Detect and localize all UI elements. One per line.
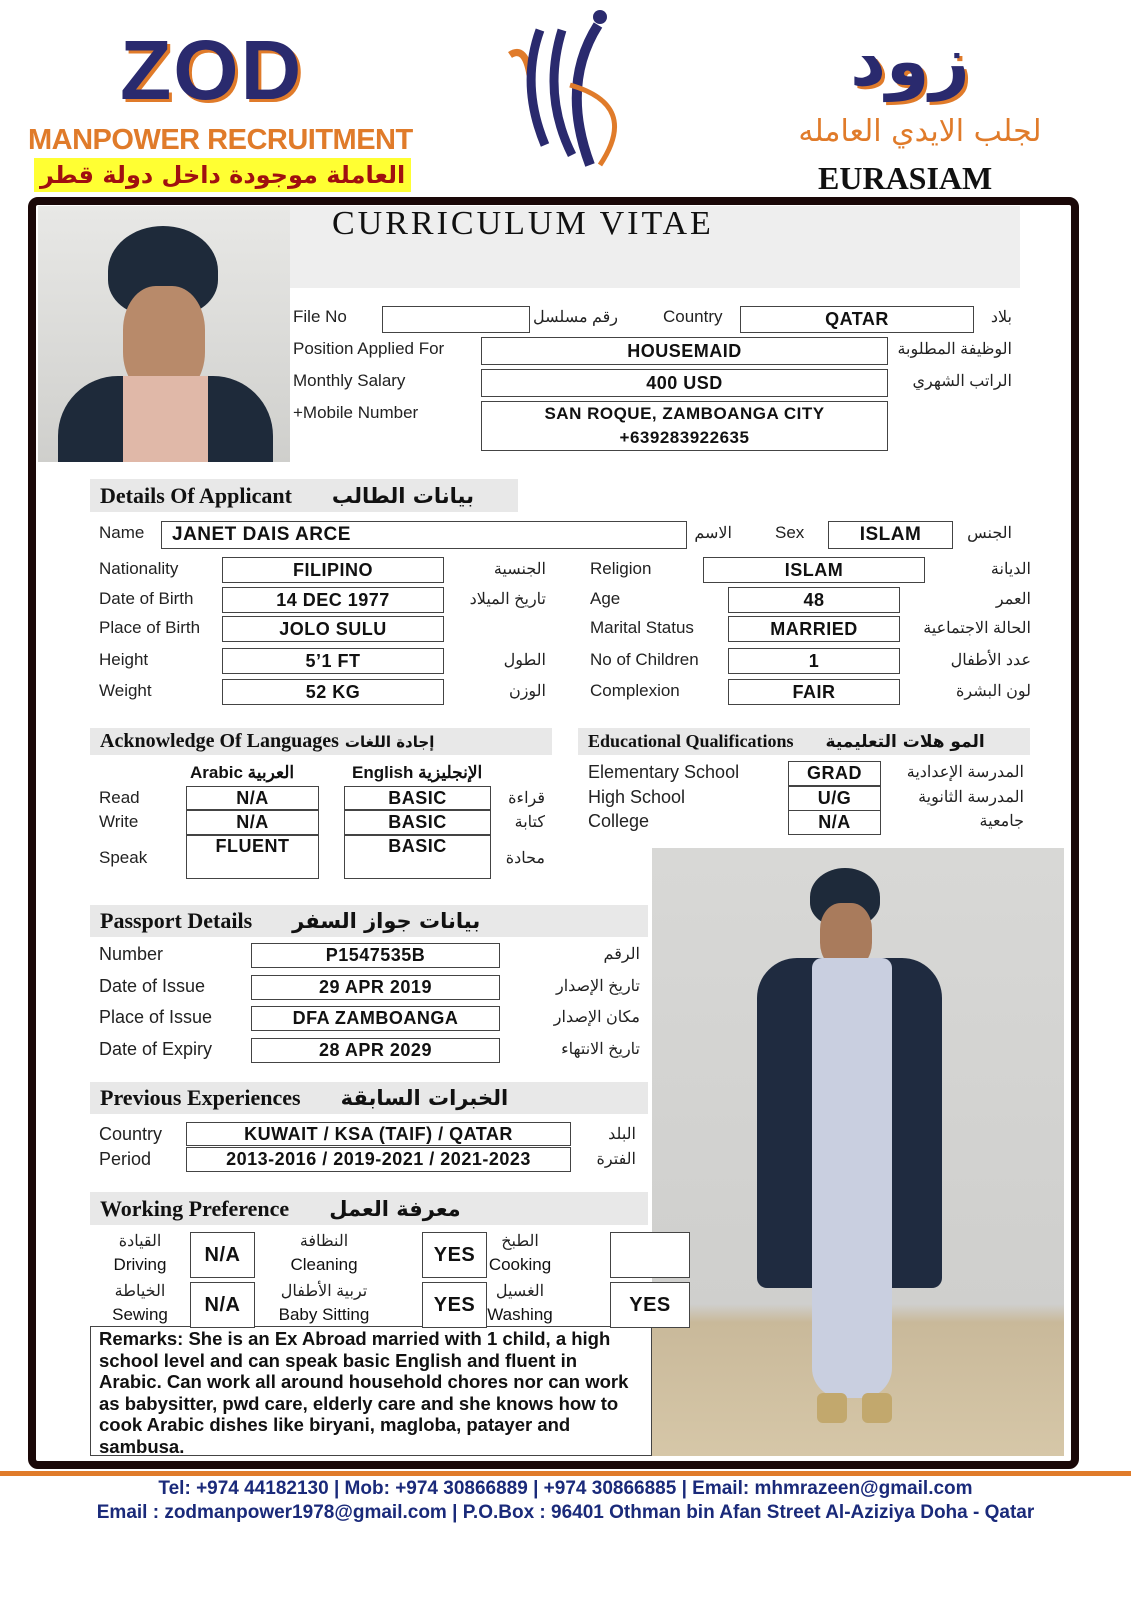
sex-label: Sex xyxy=(775,523,805,542)
detail-field: 52 KG xyxy=(222,679,444,705)
arabic-level: FLUENT xyxy=(186,835,319,879)
work-item-value: YES xyxy=(610,1282,690,1328)
name-label: Name xyxy=(99,523,145,542)
footer-contact-line2: Email : zodmanpower1978@gmail.com | P.O.Box : 96401 Othman bin Afan Street Al-Aziziya Doha - Qatar xyxy=(96,1502,1035,1523)
exp-country-label: Country xyxy=(99,1124,163,1144)
detail-field: 5’1 FT xyxy=(222,648,444,674)
detail-arabic: الوزن xyxy=(508,683,546,700)
work-item-arabic: الغسيل xyxy=(495,1283,545,1300)
cv-title: CURRICULUM VITAE xyxy=(332,205,714,242)
work-item-value xyxy=(610,1232,690,1278)
work-item-value: YES xyxy=(422,1232,487,1278)
position-label: Position Applied For xyxy=(293,339,445,358)
language-arabic: قراءة xyxy=(508,790,545,807)
detail-field: FAIR xyxy=(728,679,900,705)
detail-field: MARRIED xyxy=(728,616,900,642)
country-label: Country xyxy=(663,307,723,326)
education-arabic: المدرسة الإعدادية xyxy=(906,764,1024,781)
work-item-value: N/A xyxy=(190,1282,255,1328)
full-body-photo xyxy=(652,848,1064,1456)
details-title: Details Of Applicant xyxy=(100,482,292,508)
exp-country-field: KUWAIT / KSA (TAIF) / QATAR xyxy=(186,1122,571,1146)
language-arabic: كتابة xyxy=(514,814,545,831)
education-value: N/A xyxy=(788,810,881,835)
english-level: BASIC xyxy=(344,786,491,810)
details-header xyxy=(90,479,518,512)
education-title-arabic: المو هلات التعليمية xyxy=(825,731,985,752)
detail-field: 1 xyxy=(728,648,900,674)
passport-label: Date of Expiry xyxy=(99,1039,213,1059)
sex-arabic: الجنس xyxy=(967,525,1012,542)
english-level: BASIC xyxy=(344,835,491,879)
position-field: HOUSEMAID xyxy=(481,337,888,365)
detail-label: Place of Birth xyxy=(99,618,201,637)
detail-label: No of Children xyxy=(590,650,699,669)
work-item-value: N/A xyxy=(190,1232,255,1278)
detail-field: 14 DEC 1977 xyxy=(222,587,444,613)
country-arabic: بلاد xyxy=(990,309,1012,326)
work-title-arabic: معرفة العمل xyxy=(329,1196,461,1221)
exp-period-field: 2013-2016 / 2019-2021 / 2021-2023 xyxy=(186,1147,571,1172)
footer-divider xyxy=(0,1471,1131,1476)
detail-arabic: العمر xyxy=(995,591,1031,608)
education-arabic: المدرسة الثانوية xyxy=(918,789,1024,806)
experience-title-arabic: الخبرات السابقة xyxy=(340,1086,509,1110)
work-item-label: Sewing xyxy=(112,1305,168,1324)
passport-label: Date of Issue xyxy=(99,976,206,996)
detail-arabic: الطول xyxy=(503,652,546,669)
language-label: Speak xyxy=(99,848,148,867)
detail-label: Religion xyxy=(590,559,652,578)
passport-header xyxy=(90,905,648,937)
education-arabic: جامعية xyxy=(979,813,1024,830)
languages-header xyxy=(90,728,552,755)
zod-arabic-logo: زود xyxy=(850,20,970,102)
mobile-number: +639283922635 xyxy=(619,428,750,447)
english-level: BASIC xyxy=(344,810,491,835)
detail-arabic: عدد الأطفال xyxy=(950,652,1031,669)
work-item-label: Washing xyxy=(487,1305,553,1324)
detail-label: Height xyxy=(99,650,149,669)
work-item-arabic: القيادة xyxy=(118,1233,162,1250)
detail-label: Weight xyxy=(99,681,152,700)
brand-swoosh-icon xyxy=(500,5,640,175)
education-title: Educational Qualifications xyxy=(588,731,794,751)
footer-contact-line1: Tel: +974 44182130 | Mob: +974 30866889 | +974 30866885 | Email: mhmrazeen@gmail.com xyxy=(158,1478,973,1499)
passport-arabic: تاريخ الانتهاء xyxy=(561,1041,640,1058)
remarks-box: Remarks: She is an Ex Abroad married with 1 child, a high school level and can speak basic English and fluent in Arabic. Can work all around household chores nor can work as babysitter, pwd care, elderly care and she knows how to cook Arabic dishes like biryani, magloba, patayer and sambusa. xyxy=(90,1326,652,1456)
passport-title-arabic: بيانات جواز السفر xyxy=(292,909,481,933)
salary-label: Monthly Salary xyxy=(293,371,406,390)
exp-period-arabic: الفترة xyxy=(596,1151,636,1168)
tagline-arabic: لجلب الايدي العامله xyxy=(798,114,1042,149)
detail-label: Age xyxy=(590,589,621,608)
name-arabic: الاسم xyxy=(694,525,732,542)
work-item-label: Cooking xyxy=(488,1255,552,1274)
passport-arabic: تاريخ الإصدار xyxy=(555,978,640,995)
exp-country-arabic: البلد xyxy=(608,1126,636,1143)
col-english: English الإنجليزية xyxy=(352,763,483,782)
mobile-field xyxy=(481,401,888,451)
work-item-arabic: تربية الأطفال xyxy=(280,1283,368,1300)
detail-arabic: الجنسية xyxy=(493,561,546,578)
education-value: GRAD xyxy=(788,761,881,786)
passport-field: DFA ZAMBOANGA xyxy=(251,1006,500,1031)
passport-field: 28 APR 2029 xyxy=(251,1038,500,1063)
work-title: Working Preference xyxy=(100,1195,290,1221)
experience-title: Previous Experiences xyxy=(100,1085,301,1110)
position-arabic: الوظيفة المطلوبة xyxy=(897,341,1012,358)
name-field: JANET DAIS ARCE xyxy=(161,521,687,549)
passport-arabic: الرقم xyxy=(603,946,640,963)
education-label: Elementary School xyxy=(588,762,740,782)
passport-label: Number xyxy=(99,944,164,964)
file-no-label: File No xyxy=(293,307,347,326)
education-value: U/G xyxy=(788,786,881,811)
languages-title: Acknowledge Of Languages xyxy=(100,730,339,752)
file-no-field xyxy=(382,306,530,333)
passport-title: Passport Details xyxy=(100,908,253,933)
language-label: Read xyxy=(99,788,140,807)
detail-field: FILIPINO xyxy=(222,557,444,583)
experience-header xyxy=(90,1082,648,1114)
passport-arabic: مكان الإصدار xyxy=(553,1009,640,1026)
arabic-level: N/A xyxy=(186,810,319,835)
col-arabic: Arabic العربية xyxy=(190,763,295,782)
eurasiam: EURASIAM xyxy=(818,160,993,196)
detail-label: Complexion xyxy=(590,681,680,700)
details-title-arabic: بيانات الطالب xyxy=(331,483,474,508)
detail-label: Nationality xyxy=(99,559,179,578)
education-label: College xyxy=(588,811,650,831)
work-item-label: Driving xyxy=(113,1255,167,1274)
salary-field: 400 USD xyxy=(481,369,888,397)
salary-arabic: الراتب الشهري xyxy=(912,373,1012,390)
detail-arabic: الحالة الاجتماعية xyxy=(923,620,1031,637)
exp-period-label: Period xyxy=(99,1149,152,1169)
detail-arabic: الديانة xyxy=(990,561,1031,578)
work-header xyxy=(90,1192,648,1225)
language-label: Write xyxy=(99,812,139,831)
passport-field: P1547535B xyxy=(251,943,500,968)
detail-arabic: لون البشرة xyxy=(956,683,1031,700)
work-item-arabic: الخياطة xyxy=(114,1283,166,1300)
education-header xyxy=(578,728,1030,755)
work-item-label: Baby Sitting xyxy=(278,1305,370,1324)
portrait-photo xyxy=(38,206,290,462)
detail-label: Date of Birth xyxy=(99,589,194,608)
detail-arabic: تاريخ الميلاد xyxy=(469,591,546,608)
notice-banner: العاملة موجودة داخل دولة قطر xyxy=(34,158,411,192)
country-field: QATAR xyxy=(740,306,974,333)
detail-field: ISLAM xyxy=(703,557,925,583)
zod-logo: ZOD xyxy=(120,23,304,117)
sex-field: ISLAM xyxy=(828,521,953,549)
detail-label: Marital Status xyxy=(590,618,694,637)
work-item-arabic: الطبخ xyxy=(501,1233,539,1250)
work-item-label: Cleaning xyxy=(290,1255,358,1274)
file-no-arabic: رقم مسلسل xyxy=(533,309,618,326)
languages-title-arabic: إجادة اللغات xyxy=(344,732,435,751)
education-label: High School xyxy=(588,787,686,807)
passport-label: Place of Issue xyxy=(99,1007,213,1027)
arabic-level: N/A xyxy=(186,786,319,810)
detail-field: 48 xyxy=(728,587,900,613)
work-item-arabic: النظافة xyxy=(299,1233,349,1250)
passport-field: 29 APR 2019 xyxy=(251,975,500,1000)
mobile-address: SAN ROQUE, ZAMBOANGA CITY xyxy=(544,404,825,423)
detail-field: JOLO SULU xyxy=(222,616,444,642)
work-item-value: YES xyxy=(422,1282,487,1328)
language-arabic: محادة xyxy=(505,850,545,867)
subtitle: MANPOWER RECRUITMENT xyxy=(28,124,413,156)
mobile-label: +Mobile Number xyxy=(293,403,419,422)
